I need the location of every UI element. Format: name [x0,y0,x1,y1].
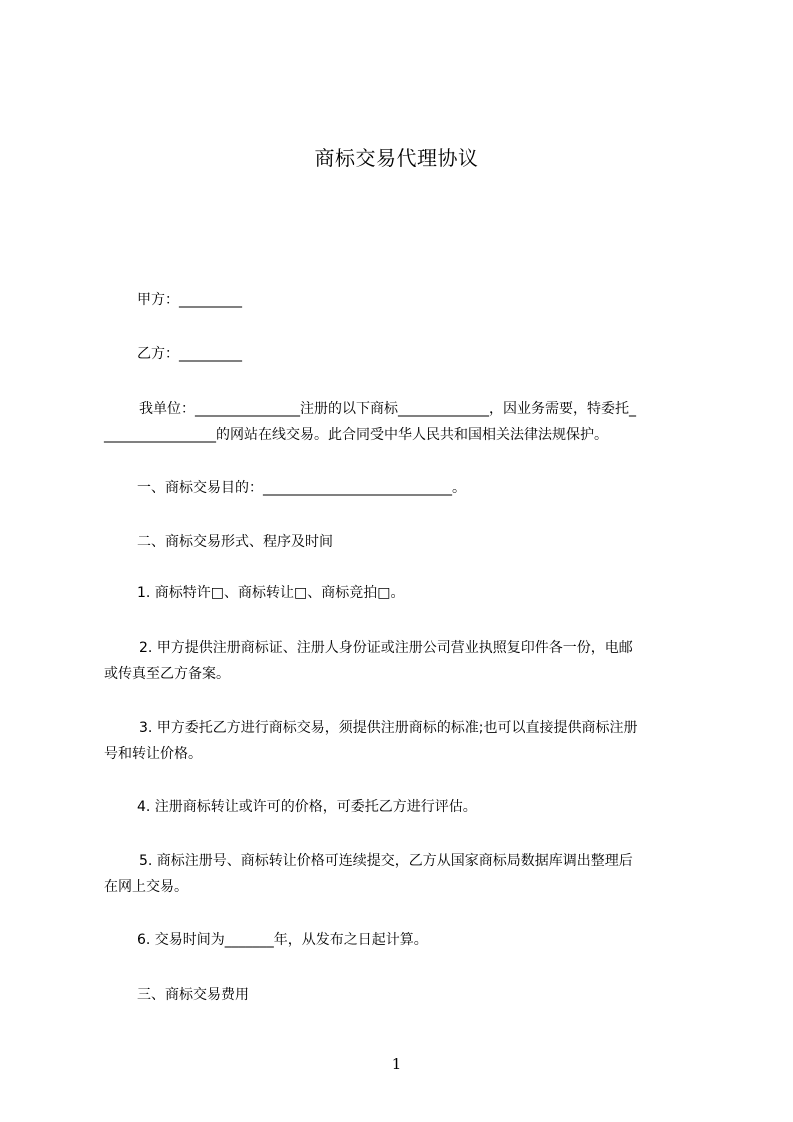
item-4-text: 4. 注册商标转让或许可的价格，可委托乙方进行评估。 [137,799,477,815]
item-2-text-2: 或传真至乙方备案。 [104,666,230,682]
item-4-line [104,794,708,821]
item-5-text-2: 在网上交易。 [104,879,188,895]
item-5-text-1: 5. 商标注册号、商标转让价格可连续提交，乙方从国家商标局数据库调出整理后 [139,853,633,869]
party-a-line [104,287,708,314]
section-3-heading [104,982,708,1009]
party-b-text: 乙方：_________ [137,346,242,362]
party-a-text: 甲方：_________ [137,292,242,308]
item-5-line-1 [104,848,708,875]
item-1-line [104,580,708,607]
page-number: 1 [391,1055,402,1073]
item-1-text: 1. 商标特许□、商标转让□、商标竞拍□。 [137,585,405,601]
item-3-line-1 [104,715,708,742]
party-b-line [104,341,708,368]
section-1-text: 一、商标交易目的：___________________________。 [137,480,466,496]
item-3-line-2 [104,741,708,768]
section-1-heading [104,475,708,502]
section-2-text: 二、商标交易形式、程序及时间 [137,534,333,550]
item-6-text: 6. 交易时间为_______年，从发布之日起计算。 [137,932,428,948]
item-2-line-1 [104,635,708,662]
item-3-text-2: 号和转让价格。 [104,746,202,762]
document-title: 商标交易代理协议 [314,146,479,170]
intro-text-2: ________________的网站在线交易。此合同受中华人民共和国相关法律法规保护。 [104,427,608,443]
section-2-heading [104,529,708,556]
item-5-line-2 [104,874,708,901]
item-3-text-1: 3. 甲方委托乙方进行商标交易，须提供注册商标的标准;也可以直接提供商标注册 [139,720,638,736]
intro-line-2 [104,422,708,449]
item-2-line-2 [104,661,708,688]
item-6-line [104,927,708,954]
intro-line-1 [104,396,708,423]
intro-text-1: 我单位：_______________注册的以下商标_____________，因业务需要，特委托_ [139,401,636,417]
section-3-text: 三、商标交易费用 [137,987,249,1003]
item-2-text-1: 2. 甲方提供注册商标证、注册人身份证或注册公司营业执照复印件各一份，电邮 [139,640,633,656]
